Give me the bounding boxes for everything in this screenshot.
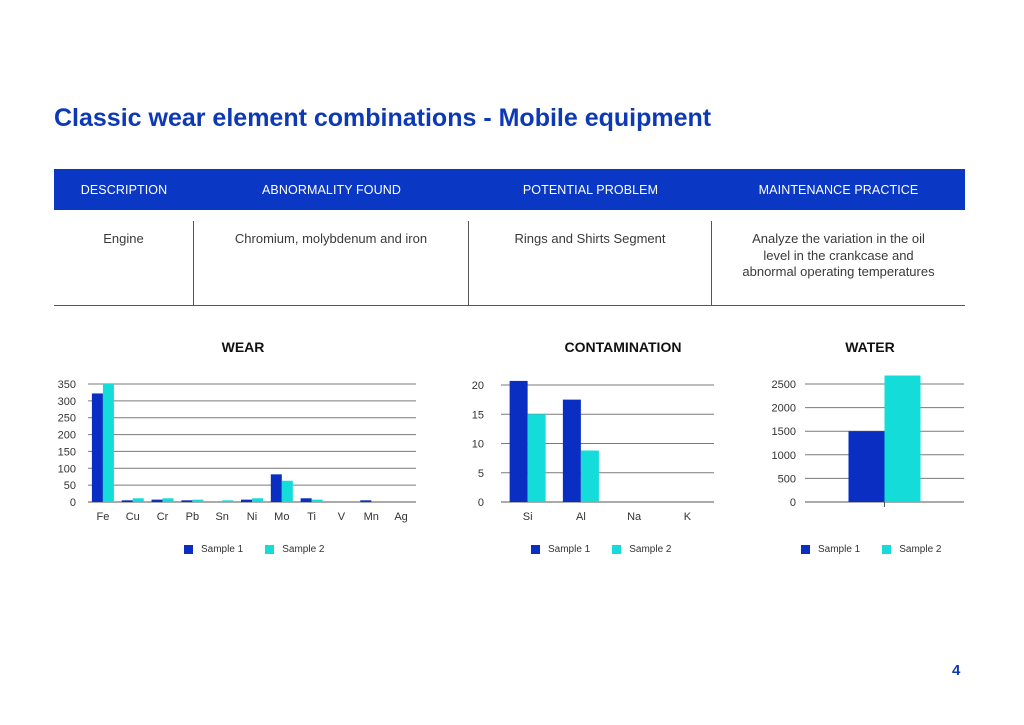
legend-item-sample-1 bbox=[184, 544, 243, 555]
x-tick-label: Mo bbox=[274, 511, 290, 523]
legend-swatch-sample-1 bbox=[531, 545, 540, 554]
legend-item-sample-2 bbox=[612, 544, 671, 555]
header-abnormality: ABNORMALITY FOUND bbox=[262, 182, 401, 197]
bar-sample-2 bbox=[222, 500, 233, 502]
bar-sample-2 bbox=[163, 498, 174, 502]
y-tick-label: 100 bbox=[57, 463, 76, 476]
bar-sample-2 bbox=[312, 500, 323, 502]
legend-swatch-sample-1 bbox=[184, 545, 193, 554]
header-description: DESCRIPTION bbox=[80, 182, 168, 197]
y-tick-label: 300 bbox=[57, 395, 76, 408]
bar-sample-2 bbox=[192, 500, 203, 502]
bar-sample-1 bbox=[849, 431, 885, 502]
bar-sample-2 bbox=[252, 498, 263, 502]
bar-sample-2 bbox=[133, 498, 144, 502]
y-tick-label: 200 bbox=[57, 429, 76, 442]
legend-label-sample-2: Sample 2 bbox=[899, 544, 942, 555]
y-tick-label: 1500 bbox=[771, 426, 796, 439]
legend-label-sample-1: Sample 1 bbox=[818, 544, 861, 555]
water-chart bbox=[772, 376, 964, 509]
wear-legend bbox=[184, 544, 347, 555]
x-tick-label: Pb bbox=[185, 511, 200, 523]
x-tick-label: Cu bbox=[125, 511, 140, 523]
bar-sample-1 bbox=[241, 500, 252, 502]
legend-label-sample-2: Sample 2 bbox=[629, 544, 672, 555]
y-tick-label: 150 bbox=[57, 446, 76, 459]
x-tick-label: Sn bbox=[215, 511, 229, 523]
cell-maintenance-practice: Analyze the variation in the oil level in the crankcase and abnormal operating temperatures bbox=[742, 231, 935, 279]
x-tick-label: Ni bbox=[246, 511, 258, 523]
legend-label-sample-1: Sample 1 bbox=[201, 544, 244, 555]
wear-chart bbox=[58, 379, 416, 523]
bar-sample-2 bbox=[581, 451, 599, 502]
contamination-legend bbox=[531, 544, 694, 555]
water-chart-title: WATER bbox=[845, 339, 895, 355]
contamination-chart-title: CONTAMINATION bbox=[564, 339, 682, 355]
cell-description: Engine bbox=[54, 221, 194, 305]
legend-label-sample-2: Sample 2 bbox=[282, 544, 325, 555]
legend-label-sample-1: Sample 1 bbox=[548, 544, 591, 555]
x-tick-label: Fe bbox=[96, 511, 110, 523]
y-tick-label: 10 bbox=[471, 438, 484, 451]
bar-sample-1 bbox=[271, 474, 282, 502]
y-tick-label: 350 bbox=[57, 379, 76, 391]
contamination-chart bbox=[472, 380, 714, 523]
x-tick-label: Na bbox=[627, 511, 642, 523]
legend-swatch-sample-2 bbox=[265, 545, 274, 554]
bar-sample-2 bbox=[528, 414, 546, 502]
bar-sample-1 bbox=[92, 393, 103, 502]
bar-sample-1 bbox=[301, 498, 312, 502]
legend-swatch-sample-2 bbox=[612, 545, 621, 554]
x-tick-label: Cr bbox=[156, 511, 169, 523]
x-tick-label: K bbox=[683, 511, 692, 523]
x-tick-label: Ti bbox=[307, 511, 317, 523]
bar-sample-2 bbox=[103, 384, 114, 502]
y-tick-label: 0 bbox=[477, 497, 484, 509]
y-tick-label: 20 bbox=[471, 380, 484, 392]
x-tick-label: Mn bbox=[363, 511, 379, 523]
bar-sample-1 bbox=[360, 500, 371, 502]
x-tick-label: Ag bbox=[394, 511, 408, 523]
cell-abnormality: Chromium, molybdenum and iron bbox=[194, 221, 469, 305]
bar-sample-2 bbox=[282, 481, 293, 502]
y-tick-label: 15 bbox=[471, 409, 484, 422]
y-tick-label: 250 bbox=[57, 412, 76, 425]
legend-item-sample-2 bbox=[882, 544, 941, 555]
x-tick-label: Si bbox=[522, 511, 533, 523]
y-tick-label: 500 bbox=[777, 473, 796, 486]
legend-swatch-sample-1 bbox=[801, 545, 810, 554]
bar-sample-1 bbox=[510, 381, 528, 502]
bar-sample-1 bbox=[122, 500, 133, 502]
bar-sample-1 bbox=[181, 500, 192, 502]
legend-item-sample-2 bbox=[265, 544, 324, 555]
wear-chart-title: WEAR bbox=[221, 339, 265, 355]
y-tick-label: 50 bbox=[63, 480, 76, 493]
y-tick-label: 1000 bbox=[771, 449, 796, 462]
bar-sample-1 bbox=[152, 500, 163, 502]
header-potential-problem: POTENTIAL PROBLEM bbox=[522, 182, 659, 197]
x-tick-label: Al bbox=[575, 511, 586, 523]
bar-sample-2 bbox=[885, 376, 921, 502]
legend-swatch-sample-2 bbox=[882, 545, 891, 554]
legend-item-sample-1 bbox=[801, 544, 860, 555]
y-tick-label: 0 bbox=[789, 497, 796, 509]
water-legend bbox=[801, 544, 964, 555]
page-number: 4 bbox=[952, 662, 961, 679]
x-tick-label: V bbox=[337, 511, 346, 523]
y-tick-label: 2000 bbox=[771, 402, 796, 415]
page-title: Classic wear element combinations - Mobile equipment bbox=[54, 104, 712, 132]
cell-potential-problem: Rings and Shirts Segment bbox=[469, 221, 712, 305]
y-tick-label: 5 bbox=[477, 467, 484, 480]
y-tick-label: 2500 bbox=[771, 379, 796, 391]
bar-sample-1 bbox=[563, 400, 581, 502]
y-tick-label: 0 bbox=[69, 497, 76, 509]
legend-item-sample-1 bbox=[531, 544, 590, 555]
header-maintenance-practice: MAINTENANCE PRACTICE bbox=[758, 182, 919, 197]
